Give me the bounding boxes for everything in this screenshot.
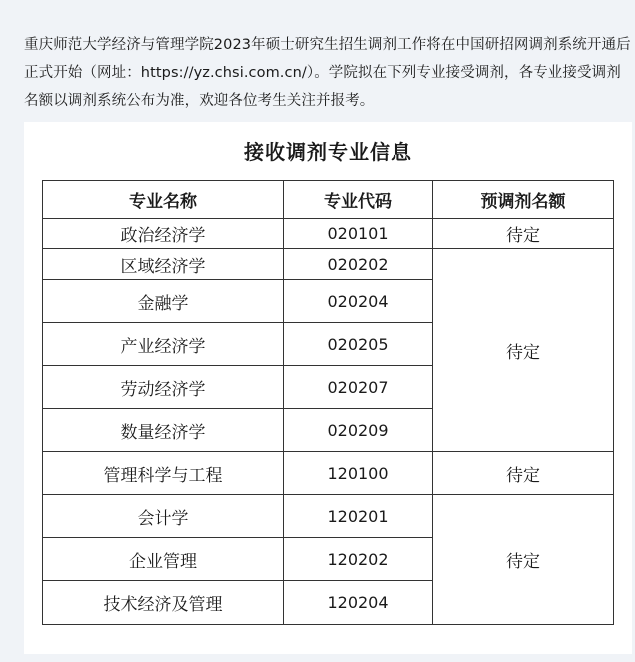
major-name-cell: 管理科学与工程 [43,452,284,495]
major-code-cell: 120204 [284,581,433,625]
header-major-code: 专业代码 [284,181,433,219]
major-code-cell: 020207 [284,366,433,409]
quota-cell: 待定 [433,219,614,249]
quota-cell: 待定 [433,495,614,625]
major-name-cell: 金融学 [43,280,284,323]
major-name-cell: 企业管理 [43,538,284,581]
major-code-cell: 020101 [284,219,433,249]
major-name-cell: 劳动经济学 [43,366,284,409]
major-code-cell: 120201 [284,495,433,538]
major-code-cell: 120100 [284,452,433,495]
major-name-cell: 产业经济学 [43,323,284,366]
intro-paragraph: 重庆师范大学经济与管理学院2023年硕士研究生招生调剂工作将在中国研招网调剂系统开通后正式开始（网址：https://yz.chsi.com.cn/）。学院拟在下列专业接受调剂，各专业接受调剂名额以调剂系统公布为准，欢迎各位考生关注并报考。 [24,37,631,109]
major-code-cell: 020205 [284,323,433,366]
table-row [43,219,614,249]
major-code-cell: 020204 [284,280,433,323]
major-code-cell: 020202 [284,249,433,280]
table-row [43,249,614,280]
table-row [43,452,614,495]
major-name-cell: 区域经济学 [43,249,284,280]
header-quota: 预调剂名额 [433,181,614,219]
header-major-name: 专业名称 [43,181,284,219]
major-code-cell: 120202 [284,538,433,581]
majors-table [42,180,614,625]
major-name-cell: 技术经济及管理 [43,581,284,625]
table-panel [24,122,632,654]
major-name-cell: 数量经济学 [43,409,284,452]
table-row [43,495,614,538]
quota-cell: 待定 [433,452,614,495]
table-title: 接收调剂专业信息 [244,140,412,164]
major-name-cell: 会计学 [43,495,284,538]
major-code-cell: 020209 [284,409,433,452]
quota-cell: 待定 [433,249,614,452]
table-header-row [43,181,614,219]
major-name-cell: 政治经济学 [43,219,284,249]
